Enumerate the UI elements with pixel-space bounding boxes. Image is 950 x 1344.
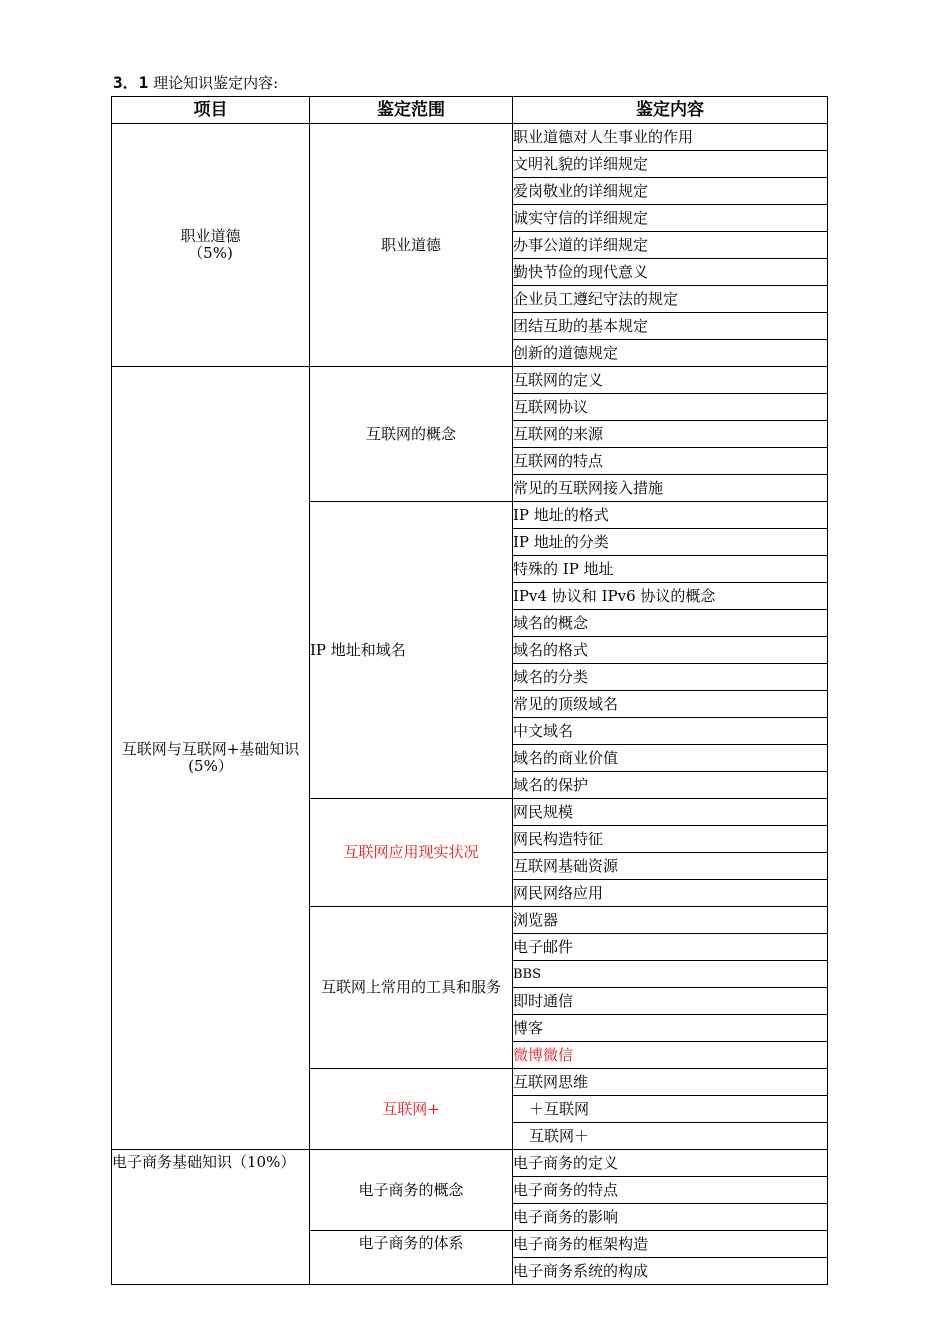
content-cell: IP 地址的格式 [513, 502, 828, 529]
item-weight: （5%) [188, 244, 233, 262]
content-cell: 网民网络应用 [513, 880, 828, 907]
scope-ecommerce-system: 电子商务的体系 [310, 1231, 513, 1285]
item-professional-ethics [112, 124, 310, 367]
content-cell: 域名的概念 [513, 610, 828, 637]
content-cell: 互联网思维 [513, 1069, 828, 1096]
content-cell: 互联网的定义 [513, 367, 828, 394]
section-heading [113, 72, 278, 94]
content-cell: 域名的商业价值 [513, 745, 828, 772]
content-cell: 博客 [513, 1015, 828, 1042]
content-cell: 办事公道的详细规定 [513, 232, 828, 259]
content-cell: 创新的道德规定 [513, 340, 828, 367]
content-cell: BBS [513, 961, 828, 988]
content-cell: 职业道德对人生事业的作用 [513, 124, 828, 151]
content-cell: 微博微信 [513, 1042, 828, 1069]
content-cell: 互联网＋ [513, 1123, 828, 1150]
content-cell: 电子邮件 [513, 934, 828, 961]
item-label: 职业道德 [180, 227, 241, 245]
scope-internet-status: 互联网应用现实状况 [310, 799, 513, 907]
content-cell: 网民规模 [513, 799, 828, 826]
table-row [112, 1150, 828, 1177]
content-cell: 企业员工遵纪守法的规定 [513, 286, 828, 313]
content-cell: 勤快节俭的现代意义 [513, 259, 828, 286]
content-cell: 域名的格式 [513, 637, 828, 664]
section-title: 理论知识鉴定内容: [153, 74, 279, 92]
item-ecommerce-basics: 电子商务基础知识（10%） [112, 1150, 310, 1285]
table-row [112, 367, 828, 394]
content-cell: IPv4 协议和 IPv6 协议的概念 [513, 583, 828, 610]
content-cell: 域名的保护 [513, 772, 828, 799]
item-weight: (5%） [188, 757, 233, 775]
header-content: 鉴定内容 [513, 97, 828, 124]
content-cell: 电子商务的特点 [513, 1177, 828, 1204]
assessment-table [111, 96, 828, 1285]
scope-internet-concept: 互联网的概念 [310, 367, 513, 502]
header-row [112, 97, 828, 124]
content-cell: 爱岗敬业的详细规定 [513, 178, 828, 205]
content-cell: 浏览器 [513, 907, 828, 934]
scope-professional-ethics: 职业道德 [310, 124, 513, 367]
header-item: 项目 [112, 97, 310, 124]
content-cell: 电子商务的影响 [513, 1204, 828, 1231]
content-cell: 互联网协议 [513, 394, 828, 421]
scope-ip-and-domain: IP 地址和域名 [310, 502, 513, 799]
section-number: 3．1 [113, 73, 149, 92]
content-cell: 互联网的来源 [513, 421, 828, 448]
item-label: 互联网与互联网+基础知识 [121, 740, 300, 758]
scope-internet-tools: 互联网上常用的工具和服务 [310, 907, 513, 1069]
content-cell: 常见的顶级域名 [513, 691, 828, 718]
content-cell: 即时通信 [513, 988, 828, 1015]
content-cell: ＋互联网 [513, 1096, 828, 1123]
content-cell: 互联网的特点 [513, 448, 828, 475]
scope-internet-plus: 互联网+ [310, 1069, 513, 1150]
content-cell: 特殊的 IP 地址 [513, 556, 828, 583]
content-cell: 中文域名 [513, 718, 828, 745]
content-cell: 电子商务系统的构成 [513, 1258, 828, 1285]
scope-ecommerce-concept: 电子商务的概念 [310, 1150, 513, 1231]
content-cell: 电子商务的定义 [513, 1150, 828, 1177]
header-scope: 鉴定范围 [310, 97, 513, 124]
content-cell: 域名的分类 [513, 664, 828, 691]
content-cell: 电子商务的框架构造 [513, 1231, 828, 1258]
content-cell: 互联网基础资源 [513, 853, 828, 880]
content-cell: 诚实守信的详细规定 [513, 205, 828, 232]
content-cell: 网民构造特征 [513, 826, 828, 853]
item-internet-basics [112, 367, 310, 1150]
content-cell: IP 地址的分类 [513, 529, 828, 556]
content-cell: 团结互助的基本规定 [513, 313, 828, 340]
content-cell: 常见的互联网接入措施 [513, 475, 828, 502]
content-cell: 文明礼貌的详细规定 [513, 151, 828, 178]
table-row [112, 124, 828, 151]
